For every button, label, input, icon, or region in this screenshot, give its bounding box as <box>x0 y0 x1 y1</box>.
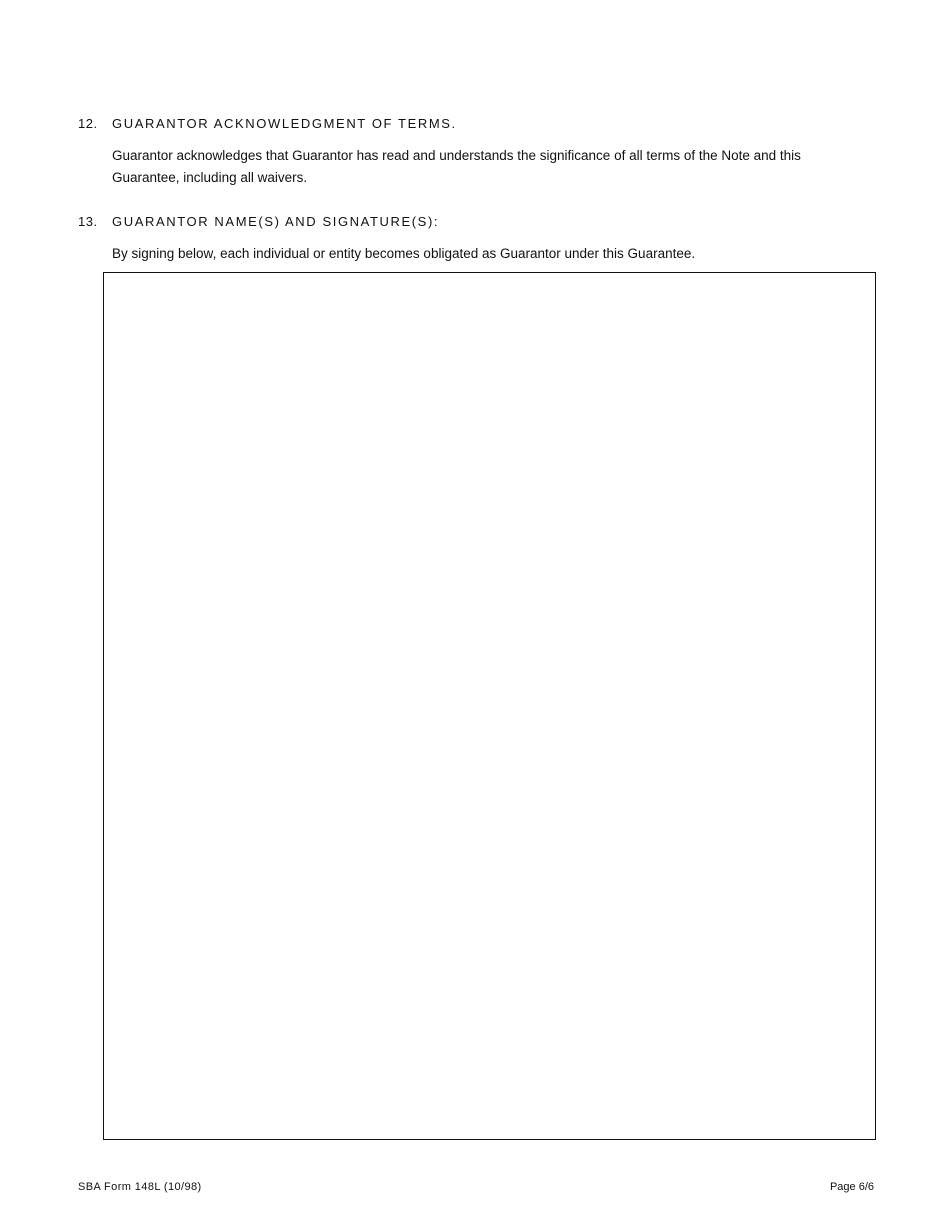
section-13-body: By signing below, each individual or entity becomes obligated as Guarantor under this Guarantee. <box>112 246 696 261</box>
section-12 <box>78 115 878 189</box>
page-number: Page 6/6 <box>829 1181 874 1193</box>
section-13 <box>78 213 878 265</box>
section-12-number: 12. <box>78 116 98 131</box>
signature-box[interactable] <box>103 272 876 1140</box>
section-12-heading-row <box>78 115 878 133</box>
section-12-body: Guarantor acknowledges that Guarantor has read and understands the significance of all terms of the Note and this Guarantee, including all waivers. <box>112 148 801 185</box>
form-id: SBA Form 148L (10/98) <box>78 1181 202 1193</box>
section-13-number: 13. <box>78 214 98 229</box>
section-13-heading: GUARANTOR NAME(S) AND SIGNATURE(S): <box>112 214 440 229</box>
section-13-heading-row <box>78 213 878 231</box>
section-12-heading: GUARANTOR ACKNOWLEDGMENT OF TERMS. <box>112 116 457 131</box>
